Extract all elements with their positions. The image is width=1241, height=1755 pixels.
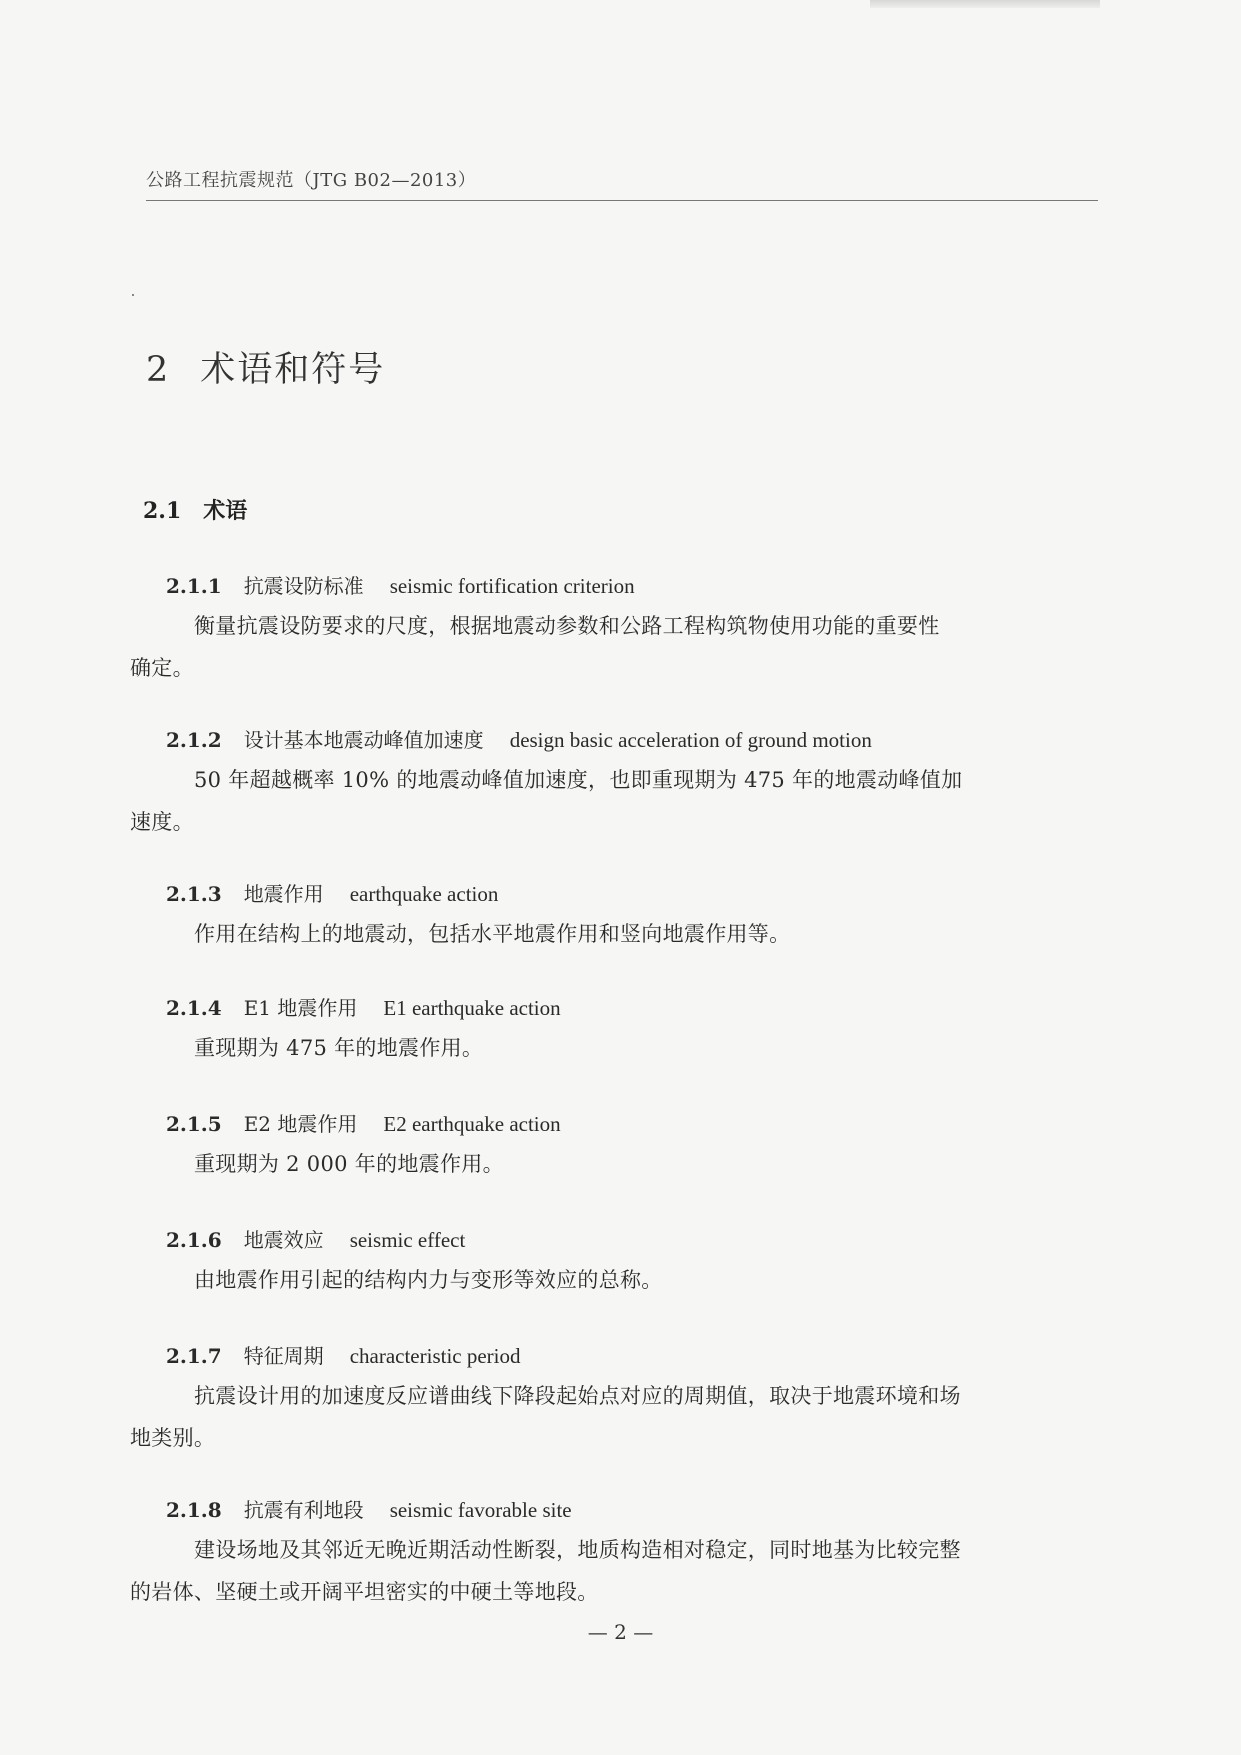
term-chinese: 设计基本地震动峰值加速度 xyxy=(243,728,484,752)
term-heading xyxy=(166,570,635,599)
term-english: seismic effect xyxy=(349,1228,466,1252)
term-definition-line: 速度。 xyxy=(130,810,194,834)
chapter-title-text: 术语和符号 xyxy=(200,350,386,390)
section-title-text: 术语 xyxy=(203,498,248,524)
term-heading xyxy=(166,1108,561,1137)
term-number: 2.1.5 xyxy=(166,1112,222,1136)
term-number: 2.1.6 xyxy=(166,1228,222,1252)
chapter-number: 2 xyxy=(146,350,171,390)
term-heading xyxy=(166,992,561,1021)
term-chinese: 抗震有利地段 xyxy=(243,1498,364,1522)
term-english: seismic favorable site xyxy=(389,1498,572,1522)
term-english: characteristic period xyxy=(349,1344,521,1368)
term-definition-line: 50 年超越概率 10% 的地震动峰值加速度，也即重现期为 475 年的地震动峰值加 xyxy=(194,768,963,792)
term-definition-line: 抗震设计用的加速度反应谱曲线下降段起始点对应的周期值，取决于地震环境和场 xyxy=(194,1384,961,1408)
term-definition-line: 建设场地及其邻近无晚近期活动性断裂，地质构造相对稳定，同时地基为比较完整 xyxy=(194,1538,961,1562)
term-english: earthquake action xyxy=(349,882,499,906)
term-number: 2.1.4 xyxy=(166,996,222,1020)
chapter-title xyxy=(146,342,385,392)
term-chinese: E1 地震作用 xyxy=(243,996,358,1020)
term-english: E1 earthquake action xyxy=(383,996,561,1020)
term-english: E2 earthquake action xyxy=(383,1112,561,1136)
term-number: 2.1.3 xyxy=(166,882,222,906)
term-definition-line: 衡量抗震设防要求的尺度，根据地震动参数和公路工程构筑物使用功能的重要性 xyxy=(194,614,940,638)
section-title xyxy=(143,494,247,525)
term-heading xyxy=(166,1494,572,1523)
header-rule xyxy=(146,200,1098,201)
term-number: 2.1.2 xyxy=(166,728,222,752)
term-chinese: 特征周期 xyxy=(243,1344,324,1368)
term-definition-line: 地类别。 xyxy=(130,1426,216,1450)
term-definition-line: 作用在结构上的地震动，包括水平地震作用和竖向地震作用等。 xyxy=(194,922,791,946)
term-chinese: 地震作用 xyxy=(243,882,324,906)
term-chinese: E2 地震作用 xyxy=(243,1112,358,1136)
term-english: seismic fortification criterion xyxy=(389,574,635,598)
term-heading xyxy=(166,1340,521,1369)
running-header: 公路工程抗震规范（JTG B02—2013） xyxy=(146,170,477,191)
scan-speck xyxy=(132,294,134,296)
section-number: 2.1 xyxy=(143,498,182,524)
term-heading xyxy=(166,724,872,753)
term-heading xyxy=(166,878,498,907)
term-definition-line: 重现期为 2 000 年的地震作用。 xyxy=(194,1152,504,1176)
term-definition-line: 由地震作用引起的结构内力与变形等效应的总称。 xyxy=(194,1268,663,1292)
term-definition-line: 的岩体、坚硬土或开阔平坦密实的中硬土等地段。 xyxy=(130,1580,599,1604)
term-english: design basic acceleration of ground motion xyxy=(509,728,872,752)
page-number: — 2 — xyxy=(587,1620,654,1644)
term-definition-line: 确定。 xyxy=(130,656,194,680)
term-number: 2.1.8 xyxy=(166,1498,222,1522)
term-heading xyxy=(166,1224,465,1253)
scan-edge-shade xyxy=(870,0,1100,8)
term-chinese: 地震效应 xyxy=(243,1228,324,1252)
term-number: 2.1.1 xyxy=(166,574,222,598)
term-definition-line: 重现期为 475 年的地震作用。 xyxy=(194,1036,484,1060)
term-chinese: 抗震设防标准 xyxy=(243,574,364,598)
term-number: 2.1.7 xyxy=(166,1344,222,1368)
